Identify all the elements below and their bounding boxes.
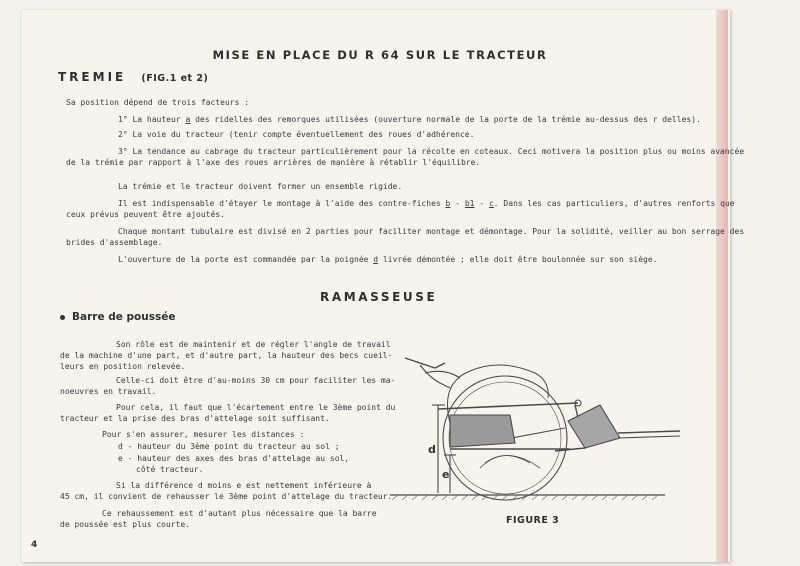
barre-assurer: Pour s'en assurer, mesurer les distances :	[102, 430, 305, 439]
tremie-intro: Sa position dépend de trois facteurs :	[66, 98, 250, 107]
tremie-etayer-cont: ceux prévus peuvent être ajoutés.	[66, 210, 225, 219]
page-edge	[716, 10, 728, 562]
distance-e: e - hauteur des axes des bras d'attelage au sol,	[118, 454, 350, 463]
barre-rehaussement-2: de poussée est plus courte.	[60, 520, 191, 529]
tremie-montant: Chaque montant tubulaire est divisé en 2 parties pour faciliter montage et démontage. Pour la solidité, veiller au bon serrage des	[118, 227, 745, 236]
tremie-rigide: La trémie et le tracteur doivent former un ensemble rigide.	[118, 182, 403, 191]
barre-celle-2: noeuvres en travail.	[60, 387, 157, 396]
tremie-heading: TREMIE	[58, 70, 127, 84]
tremie-porte: L'ouverture de la porte est commandée par la poignée d livrée démontée ; elle doit être boulonnée sur son siège.	[118, 255, 658, 264]
figure-3-drawing	[390, 343, 690, 505]
steering-wheel	[405, 358, 445, 368]
tremie-montant-cont: brides d'assemblage.	[66, 238, 163, 247]
tremie-factor-2: 2° La voie du tracteur (tenir compte éventuellement des roues d'adhérence.	[118, 130, 475, 139]
var-a: a	[185, 115, 191, 124]
tremie-fig-ref: (FIG.1 et 2)	[141, 73, 209, 84]
linkage-arm	[450, 415, 515, 447]
figure-label-d: d	[428, 443, 436, 456]
barre-difference-2: 45 cm, il convient de rehausser le 3ème point d'attelage du tracteur.	[60, 492, 393, 501]
tremie-etayer: Il est indispensable d'étayer le montage à l'aide des contre-fiches b - b1 - c. Dans les cas particuliers, d'autres renforts que	[118, 199, 735, 208]
tremie-factor-3-cont: de la trémie par rapport à l'axe des roues arrières de manière à rétablir l'équilibre.	[66, 158, 481, 167]
barre-role-2: de la machine d'une part, et d'autre part, la hauteur des becs cueil-	[60, 351, 393, 360]
section-heading-tremie	[58, 70, 208, 84]
page-title: MISE EN PLACE DU R 64 SUR LE TRACTEUR	[212, 48, 548, 62]
barre-role-3: leurs en position relevée.	[60, 362, 186, 371]
barre-role: Son rôle est de maintenir et de régler l'angle de travail	[116, 340, 391, 349]
barre-difference: Si la différence d moins e est nettement inférieure à	[116, 481, 372, 490]
wheel-fender	[448, 365, 549, 423]
distance-d: d - hauteur du 3ème point du tracteur au sol ;	[118, 442, 340, 451]
tremie-factor-3: 3° La tendance au cabrage du tracteur particulièrement pour la récolte en coteaux. Ceci motivera la position plus ou moins avancée	[118, 147, 745, 156]
barre-celle: Celle-ci doit être d'au-moins 30 cm pour faciliter les ma-	[116, 376, 396, 385]
barre-pour-2: tracteur et la prise des bras d'attelage soit suffisant.	[60, 414, 330, 423]
distance-e-cont: côté tracteur.	[136, 465, 204, 474]
page-number: 4	[31, 540, 38, 550]
section-heading-ramasseuse: RAMASSEUSE	[320, 290, 438, 304]
tremie-factor-1: 1° La hauteur a des ridelles des remorques utilisées (ouverture normale de la porte de la trémie au-dessus des r delles).	[118, 115, 701, 124]
subheading-barre-de-poussee: Barre de poussée	[60, 311, 175, 323]
bullet-icon	[60, 315, 65, 320]
barre-rehaussement: Ce rehaussement est d'autant plus nécessaire que la barre	[102, 509, 377, 518]
figure-caption: FIGURE 3	[506, 515, 560, 526]
barre-pour: Pour cela, il faut que l'écartement entre le 3ème point du	[116, 403, 396, 412]
figure-label-e: e	[442, 468, 450, 481]
